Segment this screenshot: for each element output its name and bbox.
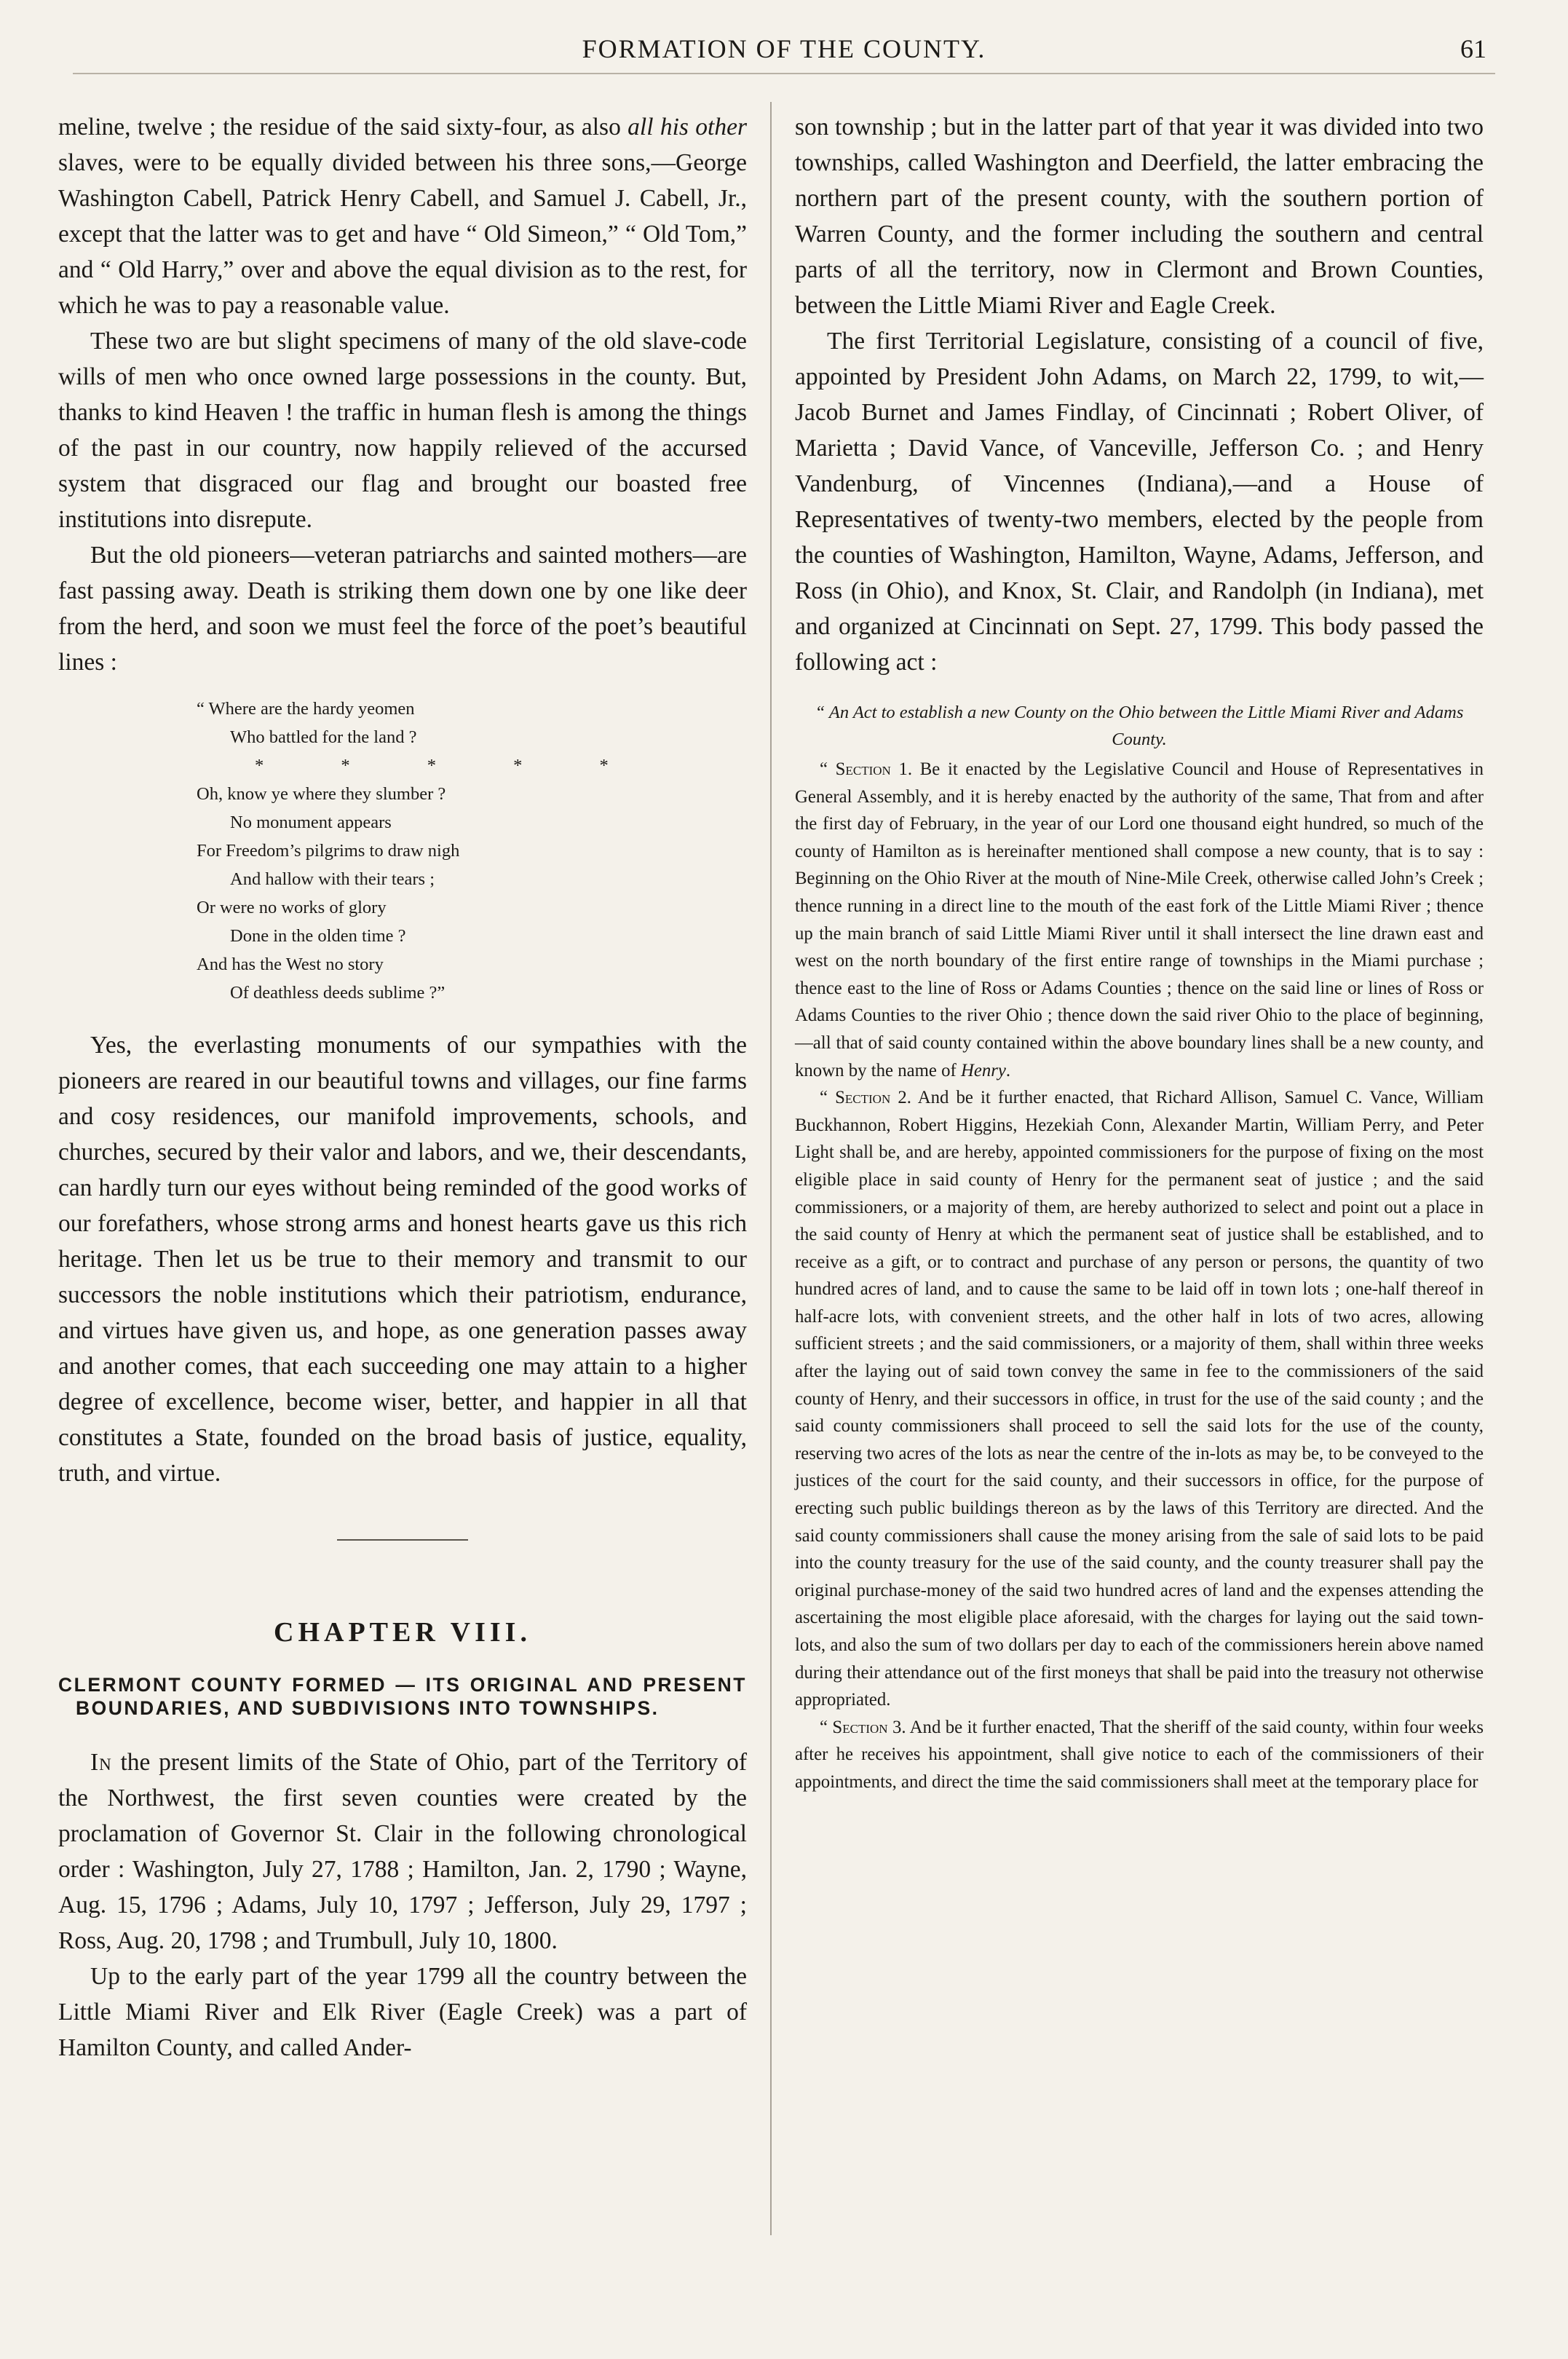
chapter-subtitle: CLERMONT COUNTY FORMED — ITS ORIGINAL AND PRESENT BOUNDARIES, AND SUBDIVISIONS INTO TOWNSHIPS. [58, 1674, 747, 1719]
right-column [795, 109, 1484, 1796]
poem-line: No monument appears [230, 813, 392, 832]
paragraph-first-counties: In the present limits of the State of Ohio, part of the Territory of the Northwest, the first seven counties were created by the proclamation of Governor St. Clair in the following chronological order : Washington, July 27, 1788 ; Hamilton, Jan. 2, 1790 ; Wayne, Aug. 15, 1796 ; Adams, July 10, 1797 ; Jefferson, July 29, 1797 ; Ross, Aug. 20, 1798 ; and Trumbull, July 10, 1800. [58, 1749, 747, 1954]
section-label: “ Section 3. [820, 1717, 906, 1737]
poem-line: And hallow with their tears ; [230, 869, 435, 889]
left-column [58, 109, 747, 2066]
poem-line: Who battled for the land ? [230, 727, 417, 747]
column-divider [770, 102, 772, 2235]
poem-line: Or were no works of glory [197, 898, 387, 917]
act-section-3: “ Section 3. And be it further enacted, That the sheriff of the said county, within four weeks after he receives his appointment, shall give notice to each of the commissioners of their appointments, and direct the time the said commissioners shall meet at the temporary place for [795, 1717, 1484, 1792]
section-label: “ Section 2. [820, 1088, 911, 1108]
paragraph-monuments: Yes, the everlasting monuments of our sympathies with the pioneers are reared in our beautiful towns and villages, our fine farms and cosy residences, our manifold improvements, schools, and churches, secured by their valor and labors, and we, their descendants, can hardly turn our eyes without being reminded of the good works of our forefathers, whose strong arms and honest hearts gave us this rich heritage. Then let us be true to their memory and transmit to our successors the noble institutions which their patriotism, endurance, and virtues have given us, and hope, as one generation passes away and another comes, that each succeeding one may attain to a higher degree of excellence, become wiser, better, and happier in all that constitutes a State, founded on the broad basis of justice, equality, truth, and virtue. [58, 1032, 747, 1487]
county-name-italic: Henry [960, 1060, 1006, 1080]
paragraph-territorial-legislature: The first Territorial Legislature, consisting of a council of five, appointed by President John Adams, on March 22, 1799, to wit,—Jacob Burnet and James Findlay, of Cincinnati ; Robert Oliver, of Marietta ; David Vance, of Vanceville, Jefferson Co. ; and Henry Vandenburg, of Vincennes (Indiana),—and a House of Representatives of twenty-two members, elected by the people from the counties of Washington, Hamilton, Wayne, Adams, Jefferson, and Ross (in Ohio), and Knox, St. Clair, and Randolph (in Indiana), met and organized at Cincinnati on Sept. 27, 1799. This body passed the following act : [795, 328, 1484, 676]
poem-line: Of deathless deeds sublime ?” [230, 983, 446, 1003]
act-section-2: “ Section 2. And be it further enacted, that Richard Allison, Samuel C. Vance, William Buckhannon, Robert Higgins, Hezekiah Conn, Alexander Martin, William Perry, and Peter Light shall be, and are hereby, appointed commissioners for the purpose of fixing on the most eligible place in said county of Henry for the permanent seat of justice ; and the said commissioners, or a majority of them, are hereby authorized to select and point out a place in the said county of Henry at which the permanent seat of justice shall be established, and to receive as a gift, or to contract and purchase of any person or persons, the quantity of two hundred acres of land, and to cause the same to be laid off in town lots ; one-half thereof in half-acre lots, with convenient streets, and the other half in lots of two acres, allowing sufficient streets ; and the said commissioners, or a majority of them, shall within three weeks after the laying out of said town convey the same in fee to the commissioners of the said county of Henry, and their successors in office, in trust for the use of the said county ; and the said county commissioners shall proceed to sell the said lots for the use of the county, reserving two acres of the lots as near the centre of the in-lots as may be, to be conveyed to the justices of the court for the said county, and their successors in office, for the purpose of erecting such public buildings thereon as by the laws of this Territory are directed. And the said county commissioners shall cause the money arising from the sale of said lots to be paid into the county treasury for the use of the said county, and the county treasurer shall pay the original purchase-money of the said two hundred acres of land and the expenses attending the ascertaining the most eligible place aforesaid, with the charges for laying out the said town-lots, and also the sum of two dollars per day to each of the commissioners herein above named during their attendance out of the first moneys that shall be paid into the treasury not otherwise appropriated. [795, 1088, 1484, 1710]
act-section-1: “ Section 1. Be it enacted by the Legislative Council and House of Representatives in General Assembly, and it is hereby enacted by the authority of the same, That from and after the first day of February, in the year of our Lord one thousand eight hundred, so much of the county of Hamilton as is hereinafter mentioned shall compose a new county, that is to say : Beginning on the Ohio River at the mouth of Nine-Mile Creek, otherwise called John’s Creek ; thence running in a direct line to the mouth of the east fork of the Little Miami River ; thence up the main branch of said Little Miami River until it shall intersect the line drawn east and west on the north boundary of the first entire range of townships in the Miami purchase ; thence east to the line of Ross or Adams Counties ; thence on the said line or lines of Ross or Adams Counties to the river Ohio ; thence down the said river Ohio to the place of beginning,—all that of said county contained within the above boundary lines shall be a new county, and known by the name of Henry. [795, 759, 1484, 1080]
poem-line: And has the West no story [197, 955, 384, 974]
poem-quote [197, 695, 747, 1007]
paragraph-hamilton-county: Up to the early part of the year 1799 all the country between the Little Miami River and Elk River (Eagle Creek) was a part of Hamilton County, and called Ander- [58, 1963, 747, 2061]
poem-asterisks: * * * * * [255, 756, 645, 775]
paragraph-old-pioneers: But the old pioneers—veteran patriarchs and sainted mothers—are fast passing away. Death is striking them down one by one like deer from the herd, and soon we must feel the force of the poet’s beautiful lines : [58, 542, 747, 676]
running-head [0, 33, 1568, 77]
header-rule [73, 73, 1495, 74]
poem-line: Oh, know ye where they slumber ? [197, 784, 446, 804]
section-label: “ Section 1. [820, 759, 913, 779]
poem-line: Done in the olden time ? [230, 926, 406, 946]
act-title: “ An Act to establish a new County on the Ohio between the Little Miami River and Adams County. [815, 703, 1464, 749]
paragraph-will-division: meline, twelve ; the residue of the said sixty-four, as also all his other slaves, were to be equally divided between his three sons,—George Washington Cabell, Patrick Henry Cabell, and Samuel J. Cabell, Jr., except that the latter was to get and have “ Old Simeon,” “ Old Tom,” and “ Old Harry,” over and above the equal division as to the rest, for which he was to pay a reasonable value. [58, 114, 747, 319]
paragraph-slave-code: These two are but slight specimens of many of the old slave-code wills of men who once owned large possessions in the county. But, thanks to kind Heaven ! the traffic in human flesh is among the things of the past in our country, now happily relieved of the accursed system that disgraced our flag and brought our boasted free institutions into disrepute. [58, 328, 747, 533]
page-number: 61 [1460, 34, 1486, 63]
paragraph-townships: son township ; but in the latter part of that year it was divided into two townships, called Washington and Deerfield, the latter embracing the northern part of the present county, with the southern portion of Warren County, and the former including the southern and central parts of all the territory, now in Clermont and Brown Counties, between the Little Miami River and Eagle Creek. [795, 114, 1484, 319]
italic-phrase: all his other [627, 114, 747, 141]
poem-line: “ Where are the hardy yeomen [197, 699, 415, 719]
chapter-title: CHAPTER VIII. [274, 1617, 531, 1648]
drop-cap: In [90, 1749, 112, 1776]
running-title: FORMATION OF THE COUNTY. [582, 34, 986, 63]
poem-line: For Freedom’s pilgrims to draw nigh [197, 841, 460, 861]
section-rule [337, 1539, 468, 1541]
